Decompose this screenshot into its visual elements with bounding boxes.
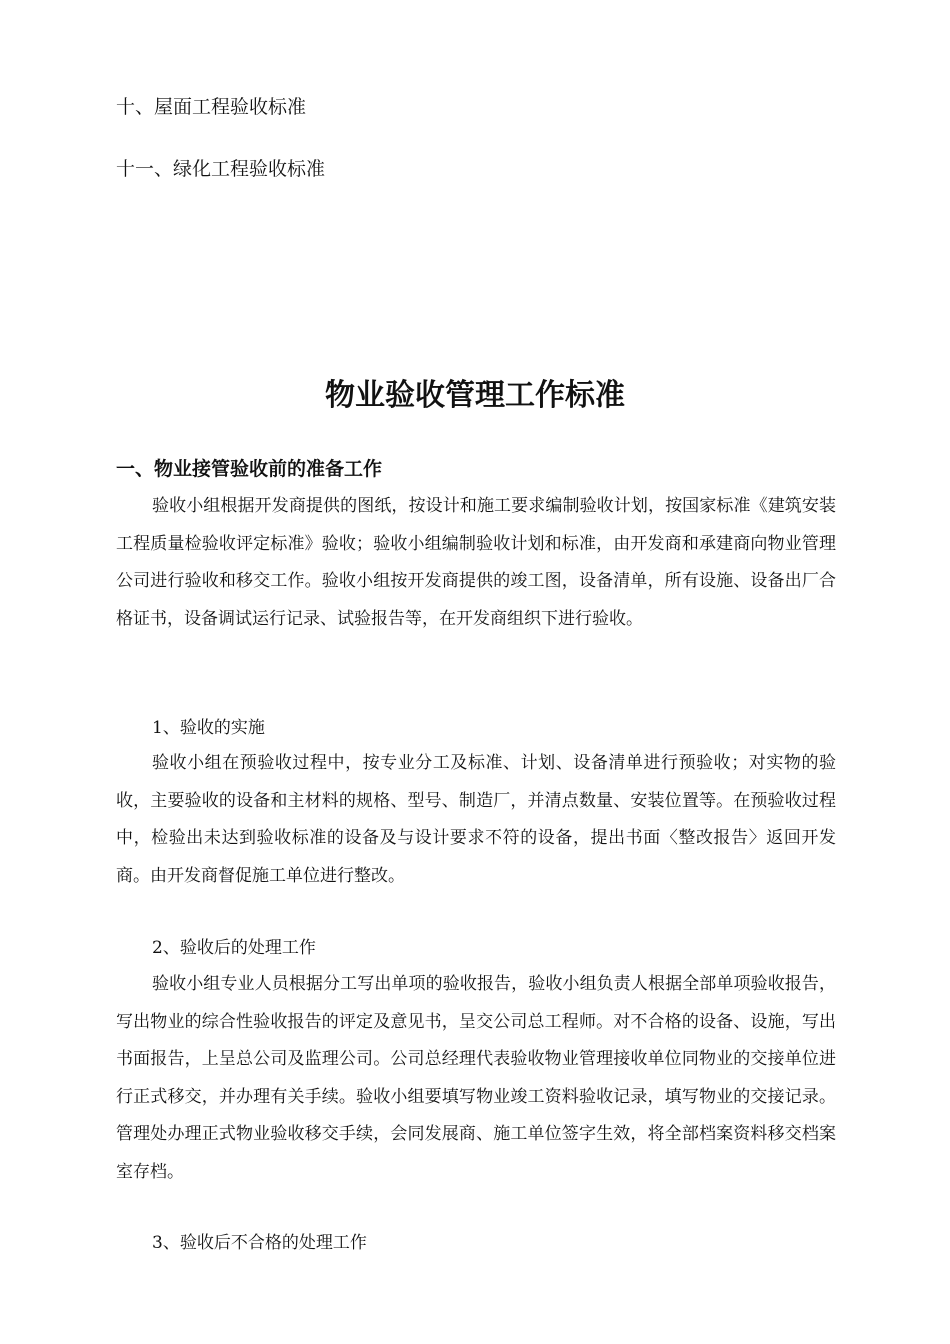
section-heading-preparation: 一、物业接管验收前的准备工作 — [116, 458, 383, 480]
document-title: 物业验收管理工作标准 — [325, 378, 625, 413]
paragraph-implementation: 验收小组在预验收过程中，按专业分工及标准、计划、设备清单进行预验收；对实物的验收，主要验收的设备和主材料的规格、型号、制造厂，并清点数量、安装位置等。在预验收过程中，检验出未达到验收标准的设备及与设计要求不符的设备，提出书面〈整改报告〉返回开发商。由开发商督促施工单位进行整改。 — [116, 753, 836, 886]
subheading-nonconformance: 3、验收后不合格的处理工作 — [152, 1233, 367, 1253]
paragraph-post-acceptance: 验收小组专业人员根据分工写出单项的验收报告，验收小组负责人根据全部单项验收报告，写出物业的综合性验收报告的评定及意见书，呈交公司总工程师。对不合格的设备、设施，写出书面报告，上呈总公司及监理公司。公司总经理代表验收物业管理接收单位同物业的交接单位进行正式移交，并办理有关手续。验收小组要填写物业竣工资料验收记录，填写物业的交接记录。管理处办理正式物业验收移交手续，会同发展商、施工单位签字生效，将全部档案资料移交档案室存档。 — [116, 974, 836, 1182]
subheading-post-acceptance: 2、验收后的处理工作 — [152, 938, 316, 958]
paragraph-preparation: 验收小组根据开发商提供的图纸，按设计和施工要求编制验收计划，按国家标准《建筑安装工程质量检验收评定标准》验收；验收小组编制验收计划和标准，由开发商和承建商向物业管理公司进行验收和移交工作。验收小组按开发商提供的竣工图，设备清单，所有设施、设备出厂合格证书，设备调试运行记录、试验报告等，在开发商组织下进行验收。 — [116, 496, 836, 629]
toc-item-greening-acceptance: 十一、绿化工程验收标准 — [116, 158, 326, 180]
toc-item-roof-acceptance: 十、屋面工程验收标准 — [116, 96, 307, 118]
subheading-implementation: 1、验收的实施 — [152, 718, 265, 738]
